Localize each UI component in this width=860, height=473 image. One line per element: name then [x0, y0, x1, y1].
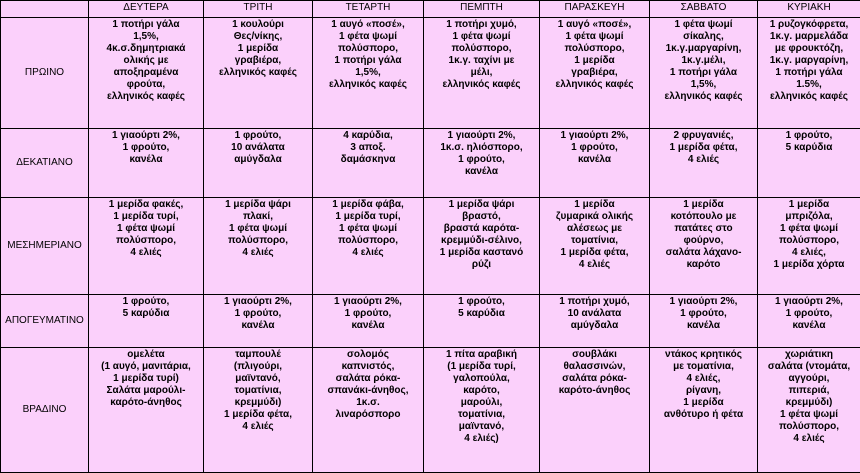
meal-cell: 1 φρούτο, 10 ανάλατα αμύγδαλα — [204, 129, 313, 198]
meal-cell: 1 μερίδα ζυμαρικά ολικής αλέσεως με τοματίνια, 1 μερίδα φέτα, 4 ελιές — [540, 198, 650, 295]
meal-cell: 1 κουλούρι Θες/νίκης, 1 μερίδα γραβιέρα, ελληνικός καφές — [204, 18, 313, 129]
meal-cell: 1 γιαούρτι 2%, 1 φρούτο, κανέλα — [540, 129, 650, 198]
meal-cell: 1 γιαούρτι 2%, 1 φρούτο, κανέλα — [204, 295, 313, 348]
meal-cell: 1 αυγό «ποσέ», 1 φέτα ψωμί πολύσπορο, 1 ποτήρι γάλα 1,5%, ελληνικός καφές — [313, 18, 424, 129]
day-header-monday: ΔΕΥΤΕΡΑ — [89, 1, 204, 18]
meal-cell: 2 φρυγανιές, 1 μερίδα φέτα, 4 ελιές — [650, 129, 758, 198]
meal-label: ΜΕΣΗΜΕΡΙΑΝΟ — [1, 198, 89, 295]
meal-cell: 1 γιαούρτι 2%, 1 φρούτο, κανέλα — [313, 295, 424, 348]
meal-row-dinner — [1, 348, 860, 473]
meal-cell: χωριάτικη σαλάτα (ντομάτα, αγγούρι, πιπεριά, κρεμμύδι) 1 φέτα ψωμί πολύσπορο, 4 ελιές — [758, 348, 860, 473]
meal-cell: 1 γιαούρτι 2%, 1 φρούτο, κανέλα — [89, 129, 204, 198]
header-row — [1, 1, 860, 18]
meal-cell: ταμπουλέ (πλιγούρι, μαϊντανό, τοματίνια, κρεμμύδι) 1 μερίδα φέτα, 4 ελιές — [204, 348, 313, 473]
meal-row-morning-snack — [1, 129, 860, 198]
meal-cell: 1 μερίδα ψάρι βραστό, βραστά καρότα- κρεμμύδι-σέλινο, 1 μερίδα καστανό ρύζι — [424, 198, 540, 295]
day-header-tuesday: ΤΡΙΤΗ — [204, 1, 313, 18]
day-header-thursday: ΠΕΜΠΤΗ — [424, 1, 540, 18]
meal-row-afternoon-snack — [1, 295, 860, 348]
meal-label: ΔΕΚΑΤΙΑΝΟ — [1, 129, 89, 198]
meal-cell: 1 μερίδα ψάρι πλακί, 1 φέτα ψωμί πολύσπορο, 4 ελιές — [204, 198, 313, 295]
day-header-saturday: ΣΑΒΒΑΤΟ — [650, 1, 758, 18]
day-header-wednesday: ΤΕΤΑΡΤΗ — [313, 1, 424, 18]
meal-cell: 1 μερίδα φακές, 1 μερίδα τυρί, 1 φέτα ψωμί πολύσπορο, 4 ελιές — [89, 198, 204, 295]
day-header-sunday: ΚΥΡΙΑΚΗ — [758, 1, 860, 18]
meal-cell: 1 γιαούρτι 2%, 1κ.σ. ηλιόσπορο, 1 φρούτο, κανέλα — [424, 129, 540, 198]
meal-cell: 1 αυγό «ποσέ», 1 φέτα ψωμί πολύσπορο, 1 μερίδα γραβιέρα, ελληνικός καφές — [540, 18, 650, 129]
meal-cell: 1 φέτα ψωμί σίκαλης, 1κ.γ.μαργαρίνη, 1κ.γ.μέλι, 1 ποτήρι γάλα 1,5%, ελληνικός καφές — [650, 18, 758, 129]
meal-cell: σουβλάκι θαλασσινών, σαλάτα ρόκα- καρότο-άνηθος — [540, 348, 650, 473]
meal-cell: ντάκος κρητικός με τοματίνια, 4 ελιές, ρίγανη, 1 μερίδα ανθότυρο ή φέτα — [650, 348, 758, 473]
meal-cell: 1 γιαούρτι 2%, 1 φρούτο, κανέλα — [758, 295, 860, 348]
meal-cell: σολομός καπνιστός, σαλάτα ρόκα- σπανάκι-άνηθος, 1κ.σ. λιναρόσπορο — [313, 348, 424, 473]
meal-label: ΠΡΩΙΝΟ — [1, 18, 89, 129]
meal-label: ΑΠΟΓΕΥΜΑΤΙΝΟ — [1, 295, 89, 348]
meal-label: ΒΡΑΔΙΝΟ — [1, 348, 89, 473]
meal-cell: 1 ποτήρι χυμό, 10 ανάλατα αμύγδαλα — [540, 295, 650, 348]
meal-cell: 1 πίτα αραβική (1 μερίδα τυρί, γαλοπούλα, καρότο, μαρούλι, τοματίνια, μαϊντανό, 4 ελιές) — [424, 348, 540, 473]
meal-row-breakfast — [1, 18, 860, 129]
meal-row-lunch — [1, 198, 860, 295]
meal-cell: 1 φρούτο, 5 καρύδια — [758, 129, 860, 198]
day-header-friday: ΠΑΡΑΣΚΕΥΗ — [540, 1, 650, 18]
meal-cell: 1 μερίδα φάβα, 1 μερίδα τυρί, 1 φέτα ψωμί πολύσπορο, 4 ελιές — [313, 198, 424, 295]
meal-cell: 1 ποτήρι γάλα 1,5%, 4κ.σ.δημητριακά ολικής με αποξηραμένα φρούτα, ελληνικός καφές — [89, 18, 204, 129]
meal-cell: 1 ποτήρι χυμό, 1 φέτα ψωμί πολύσπορο, 1κ.γ. ταχίνι με μέλι, ελληνικός καφές — [424, 18, 540, 129]
meal-cell: 1 ρυζογκόφρετα, 1κ.γ. μαρμελάδα με φρουκτόζη, 1κ.γ. μαργαρίνη, 1 ποτήρι γάλα 1.5%, ελληνικός καφές — [758, 18, 860, 129]
meal-cell: 1 μερίδα μπριζόλα, 1 φέτα ψωμί πολύσπορο, 4 ελιές, 1 μερίδα χόρτα — [758, 198, 860, 295]
meal-cell: 1 μερίδα κοτόπουλο με πατάτες στο φούρνο, σαλάτα λάχανο- καρότο — [650, 198, 758, 295]
corner-cell — [1, 1, 89, 18]
meal-cell: 1 φρούτο, 5 καρύδια — [424, 295, 540, 348]
meal-cell: 1 γιαούρτι 2%, 1 φρούτο, κανέλα — [650, 295, 758, 348]
meal-cell: 1 φρούτο, 5 καρύδια — [89, 295, 204, 348]
meal-cell: ομελέτα (1 αυγό, μανιτάρια, 1 μερίδα τυρί) Σαλάτα μαρούλι- καρότο-άνηθος — [89, 348, 204, 473]
meal-cell: 4 καρύδια, 3 αποξ. δαμάσκηνα — [313, 129, 424, 198]
